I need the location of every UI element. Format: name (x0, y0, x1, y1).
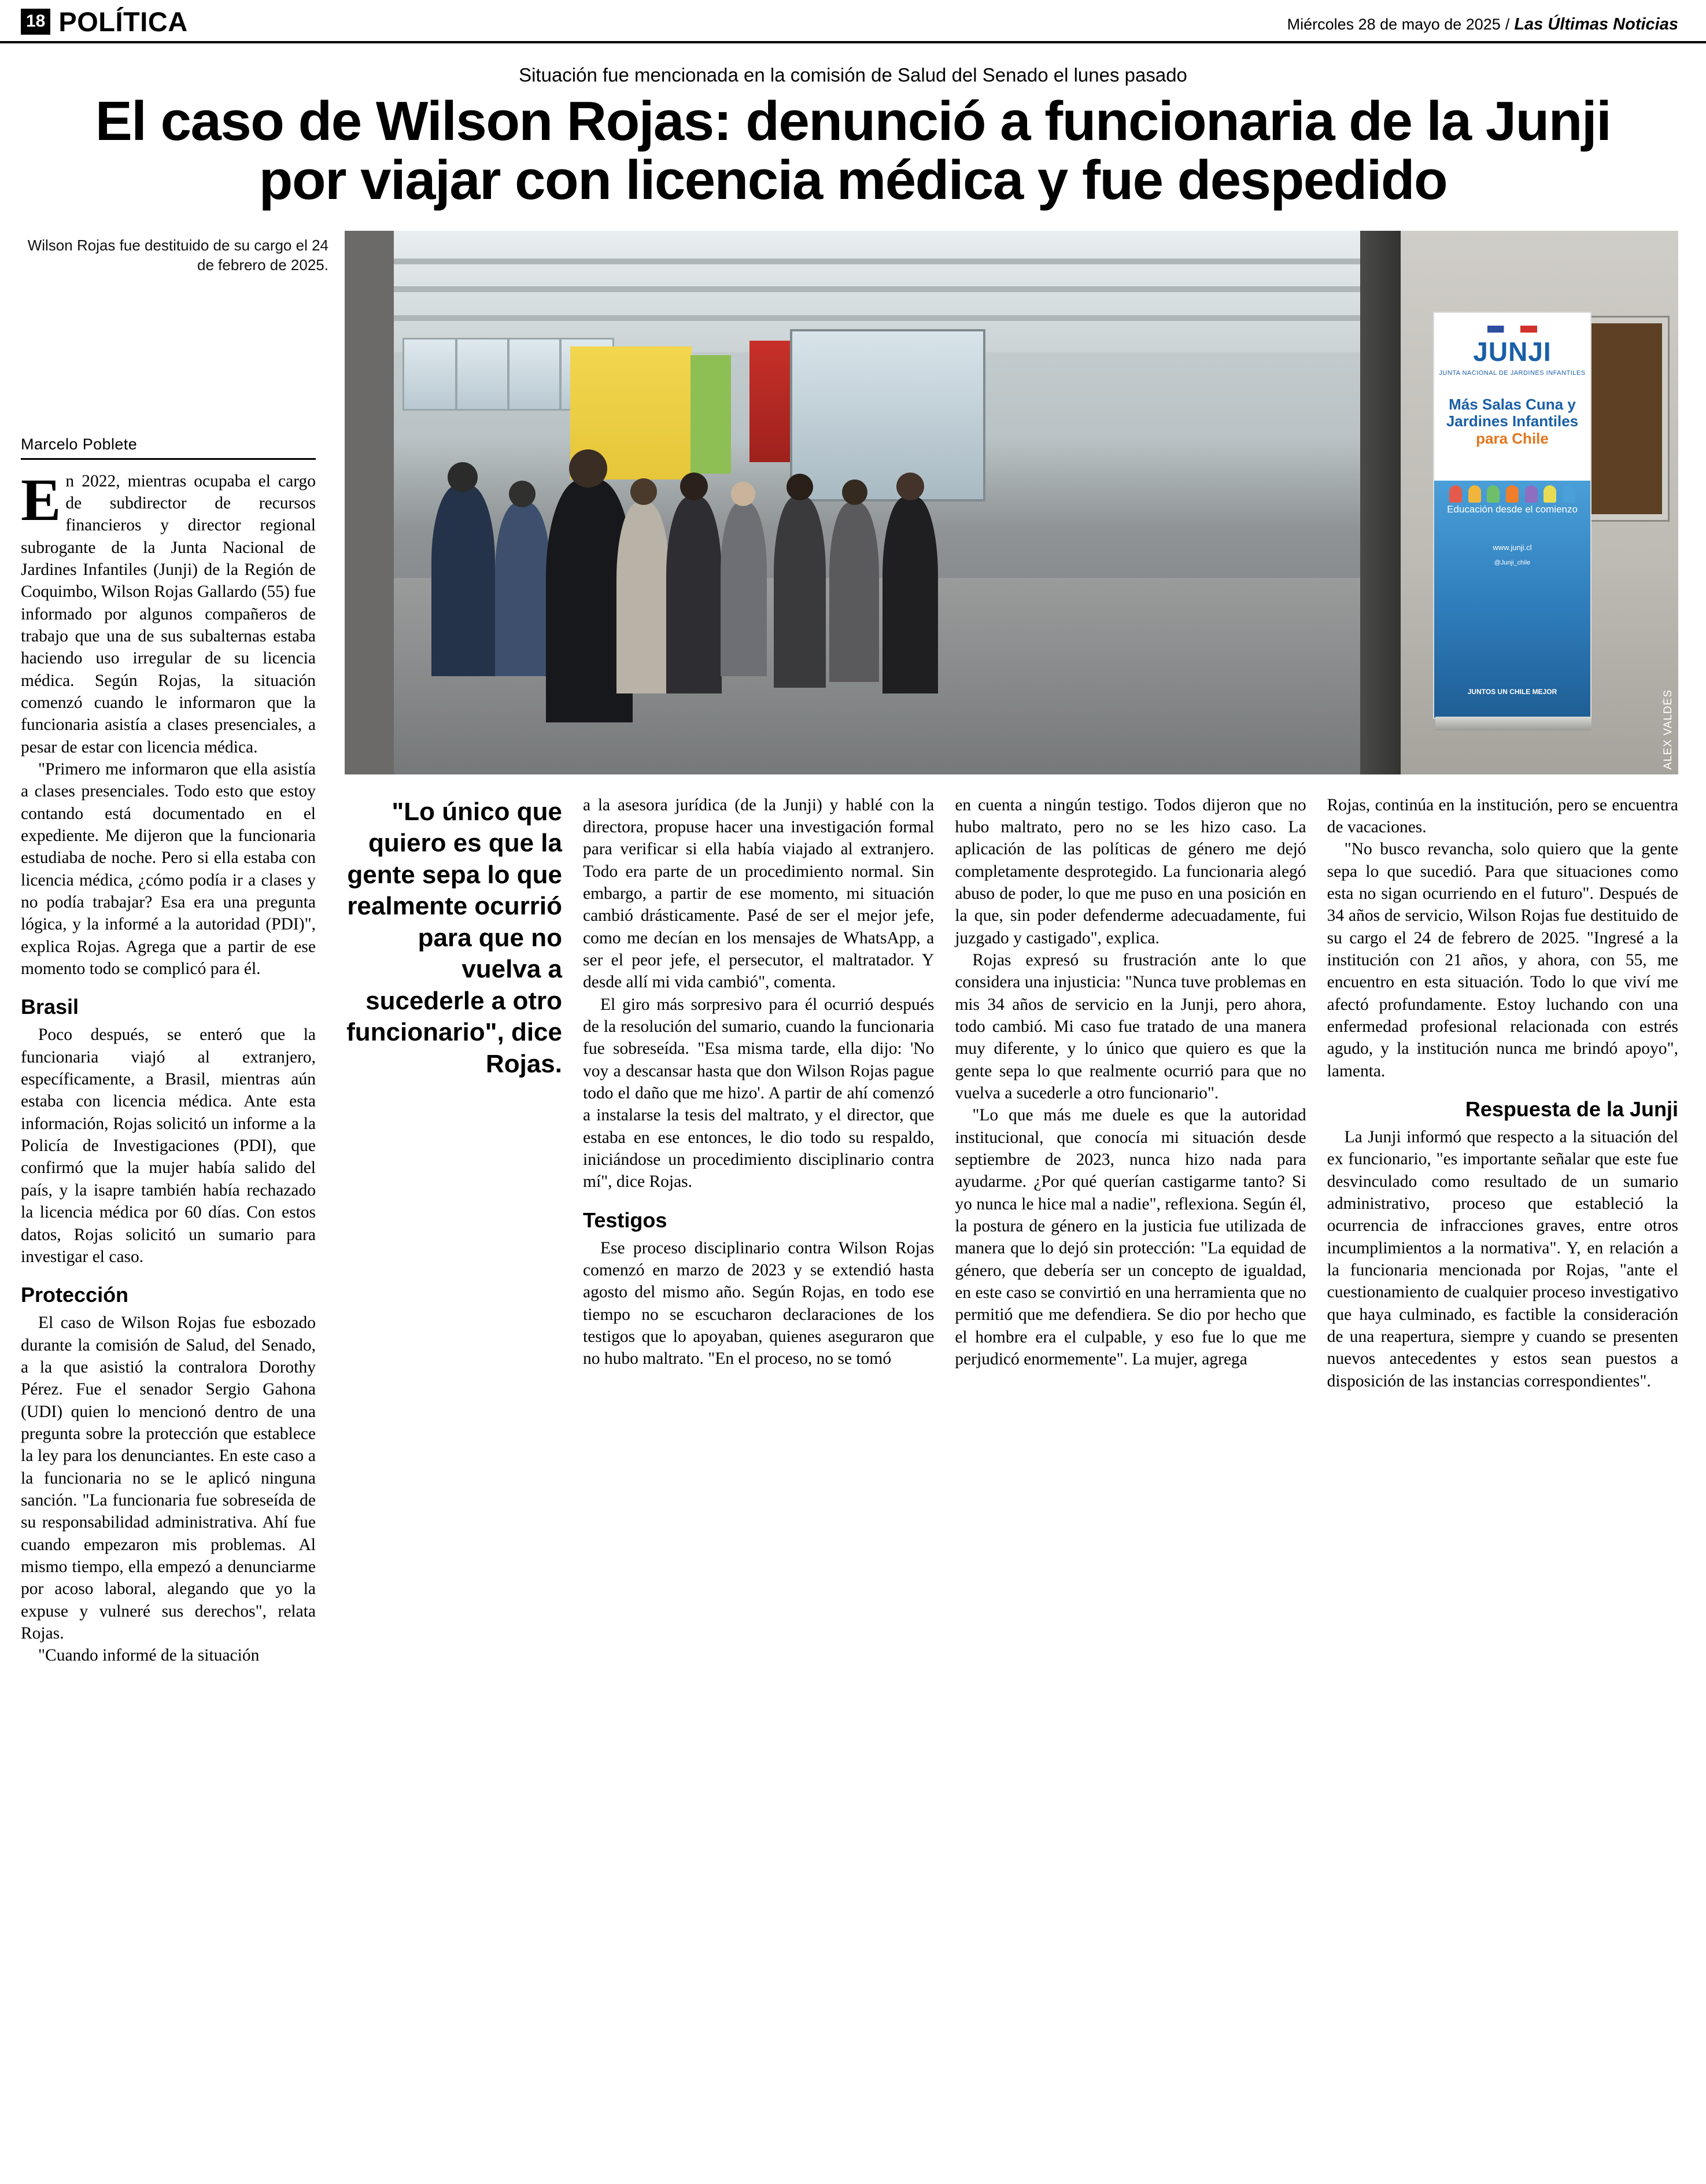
photo-green-wall (690, 355, 731, 474)
banner-headline-line3: para Chile (1476, 430, 1549, 448)
chile-flag-icon (1487, 326, 1537, 333)
column-1 (21, 435, 316, 1667)
banner-children-graphic (1449, 482, 1575, 503)
article-kicker: Situación fue mencionada en la comisión de Salud del Senado el lunes pasado (519, 64, 1187, 86)
photo-caption: Wilson Rojas fue destituido de su cargo el 24 de febrero de 2025. (27, 236, 328, 274)
photo-person-head (630, 478, 657, 505)
masthead (0, 0, 1706, 43)
paragraph: El giro más sorpresivo para él ocurrió después de la resolución del sumario, cuando la funcionaria fue sobreseída. "Esa misma tarde, ella dijo: 'No voy a descansar hasta que don Wilson Rojas pague todo el daño que me hizo'. A partir de ahí comenzó a instalarse la tesis del maltrato, y el director, que estaba en ese entonces, le dio todo su respaldo, iniciándose un procedimiento disciplinario contra mí", dice Rojas. (583, 995, 935, 1191)
paragraph: Ese proceso disciplinario contra Wilson Rojas comenzó en marzo de 2023 y se extendió hasta agosto del mismo año. Según Rojas, en todo ese tiempo no se escucharon declaraciones de los testigos que lo apoyaban, quienes aseguraron que no hubo maltrato. "En el proceso, no se tomó (583, 1238, 935, 1368)
junji-banner (1433, 312, 1591, 719)
paragraph: "Primero me informaron que ella asistía a clases presenciales. Todo esto que estoy contando está documentado en el expediente. Me dijeron que la funcionaria estudiaba de noche. Pero si ella estaba con licencia médica, ¿cómo podía ir a clases y no podía trabajar? Esa era una pregunta lógica, y la informé a la autoridad (PDI)", explica Rojas. Agrega que a partir de ese momento todo se complicó para él. (21, 759, 316, 979)
paragraph: en cuenta a ningún testigo. Todos dijeron que no hubo maltrato, pero no se les hizo caso. La aplicación de las políticas de género me dejó completamente desprotegido. La funcionaria alegó abuso de poder, lo que me puso en una posición en la que, sin poder defenderme adecuadamente, fui juzgado y castigado", explica. (955, 795, 1306, 947)
banner-tagline: Educación desde el comienzo (1447, 503, 1578, 515)
photo-person-head (786, 474, 813, 500)
paragraph: "Cuando informé de la situación (38, 1646, 260, 1665)
publication-name: Las Últimas Noticias (1514, 15, 1678, 34)
paragraph: La Junji informó que respecto a la situación del ex funcionario, "es importante señalar que este fue desvinculado como resultado de un sumario administrativo, proceso que estableció la ocurrencia de infracciones graves, entre otros incumplimientos a la normativa". Y, en relación a la funcionaria mencionada por Rojas, "ante el cuestionamiento de cualquier proceso investigativo que haya culminado, es factible la consideración de una reapertura, siempre y cuando se presenten nuevos antecedentes y estos sean puestos a disposición de las instancias correspondientes". (1327, 1127, 1678, 1390)
pull-quote: "Lo único que quiero es que la gente sepa lo que realmente ocurrió para que no vuelva a sucederle a otro funcionario", dice Rojas. (346, 797, 562, 1078)
photo-person (774, 497, 826, 688)
photo-person (495, 503, 551, 676)
subheading-respuesta: Respuesta de la Junji (1465, 1097, 1678, 1121)
photo-person (616, 503, 670, 693)
photo-red-panel (749, 341, 790, 462)
photo-person-head (731, 482, 755, 506)
subheading-testigos: Testigos (583, 1208, 667, 1232)
photo-person (721, 503, 767, 676)
article-photo (345, 231, 1678, 774)
banner-headline-line2: Jardines Infantiles (1446, 412, 1579, 430)
photo-person (431, 485, 495, 676)
banner-url: www.junji.cl (1493, 543, 1532, 552)
paragraph: Poco después, se enteró que la funcionaria viajó al extranjero, específicamente, a Brasil, mientras aún estaba con licencia médica. Ante esta información, Rojas solicitó un informe a la Policía de Investigaciones (PDI), que confirmó que la mujer había salido del país, y la isapre también había rechazado la licencia médica por 60 días. Con estos datos, Rojas solicitó un sumario para investigar el caso. (21, 1025, 316, 1266)
byline: Marcelo Poblete (21, 436, 316, 460)
photo-caption-column (21, 231, 345, 276)
photo-credit: ALEX VALDÉS (1662, 689, 1674, 770)
paragraph: El caso de Wilson Rojas fue esbozado durante la comisión de Salud, del Senado, a la que asistió la contralora Dorothy Pérez. Fue el senador Sergio Gahona (UDI) quien lo mencionó dentro de una pregunta sobre la protección que establece la ley para los denunciantes. En este caso a la funcionaria no se le aplicó ninguna sanción. "La funcionaria fue sobreseída de su responsabilidad administrativa. Ahí fue cuando empezaron mis problemas. Al mismo tiempo, ella empezó a denunciarme por acoso laboral, alegando que yo la expuse y vulneré sus derechos", relata Rojas. (21, 1314, 316, 1643)
banner-headline-line1: Más Salas Cuna y (1449, 395, 1576, 413)
banner-social: @Junji_chile (1494, 559, 1531, 566)
masthead-separator: / (1505, 16, 1510, 33)
paragraph: "Lo que más me duele es que la autoridad institucional, que conocía mi situación desde septiembre de 2023, nunca hizo nada para ayudarme. ¿Por qué querían castigarme tanto? Si yo nunca le hice mal a nadie", reflexiona. Según él, la postura de género en la justicia fue utilizada de manera que lo dejó sin protección: "La equidad de género, que debería ser un concepto de igualdad, en este caso se convirtió en una herramienta que no permitió que me defendiera. Se dio por hecho que el hombre era el culpable, y eso fue lo que me perjudicó enormemente". La mujer, agrega (955, 1106, 1306, 1369)
banner-slogan: JUNTOS UN CHILE MEJOR (1467, 687, 1557, 696)
photo-person (829, 503, 879, 682)
column-5 (1327, 794, 1678, 1393)
photo-person-head (842, 479, 867, 505)
column-2-pullquote (337, 794, 562, 1080)
publication-date: Miércoles 28 de mayo de 2025 (1287, 16, 1501, 33)
section-title: POLÍTICA (58, 6, 188, 37)
photo-person-head (509, 481, 536, 507)
masthead-left (21, 6, 188, 38)
paragraph: a la asesora jurídica (de la Junji) y hablé con la directora, propuse hacer una investigación formal para verificar si ella había viajado al extranjero. Todo era parte de un procedimiento normal. Sin embargo, a partir de ese momento, mi situación cambió drásticamente. Pasé de ser el mejor jefe, como me decían en los mensajes de WhatsApp, a ser el peor jefe, el persecutor, el maltratador. Y desde allí mi vida cambió", comenta. (583, 795, 935, 992)
photo-person-head (896, 473, 924, 500)
paragraph: En 2022, mientras ocupaba el cargo de subdirector de recursos financieros y director regional subrogante de la Junta Nacional de Jardines Infantiles (Junji) de la Región de Coquimbo, Wilson Rojas Gallardo (55) fue informado por algunos compañeros de trabajo que una de sus subalternas estaba haciendo uso irregular de su licencia médica. Según Rojas, la situación comenzó cuando le informaron que la funcionaria asistía a clases presenciales, a pesar de estar con licencia médica. (21, 466, 316, 757)
banner-logo: JUNJI (1473, 336, 1552, 367)
banner-stand (1435, 717, 1591, 731)
masthead-right (1287, 15, 1678, 38)
banner-logo-subtitle: JUNTA NACIONAL DE JARDINES INFANTILES (1439, 369, 1586, 377)
column-3 (583, 794, 934, 1370)
subheading-brasil: Brasil (21, 995, 79, 1019)
photo-back-glass (790, 329, 985, 501)
photo-door-frame (1360, 231, 1406, 774)
paragraph: Rojas, continúa en la institución, pero se encuentra de vacaciones. (1327, 795, 1678, 836)
column-4 (955, 794, 1306, 1371)
photo-person-head (569, 449, 607, 488)
banner-blue-area (1434, 481, 1590, 718)
photo-person (882, 497, 938, 693)
paragraph: "No busco revancha, solo quiero que la gente sepa lo que sucedió. Para que situaciones como esta no sigan ocurriendo en el futuro". Después de 34 años de servicio, Wilson Rojas fue destituido de su cargo el 24 de febrero de 2025. "Ingresé a la institución con 21 años, y ahora, con 55, me encuentro en esta situación. Todo lo que viví me afectó profundamente. Estoy luchando con una enfermedad profesional relacionada con estrés agudo, y la institución nunca me brindó apoyo", lamenta. (1327, 840, 1678, 1080)
page-number: 18 (21, 9, 50, 35)
photo-person-head (680, 473, 708, 500)
photo-person (666, 497, 722, 693)
paragraph: Rojas expresó su frustración ante lo que considera una injusticia: "Nunca tuve problemas en mis 34 años de servicio en la Junji, pero ahora, todo cambió. Mi caso fue tratado de una manera muy diferente, y lo único que quiero es que la gente sepa lo que realmente ocurrió para que no vuelva a sucederle a otro funcionario". (955, 950, 1306, 1102)
subheading-proteccion: Protección (21, 1283, 129, 1307)
photo-person-head (448, 462, 478, 492)
page-title: El caso de Wilson Rojas: denunció a funcionaria de la Junji por viajar con licencia médica y fue despedido (95, 90, 1611, 211)
photo-scene (345, 231, 1678, 774)
